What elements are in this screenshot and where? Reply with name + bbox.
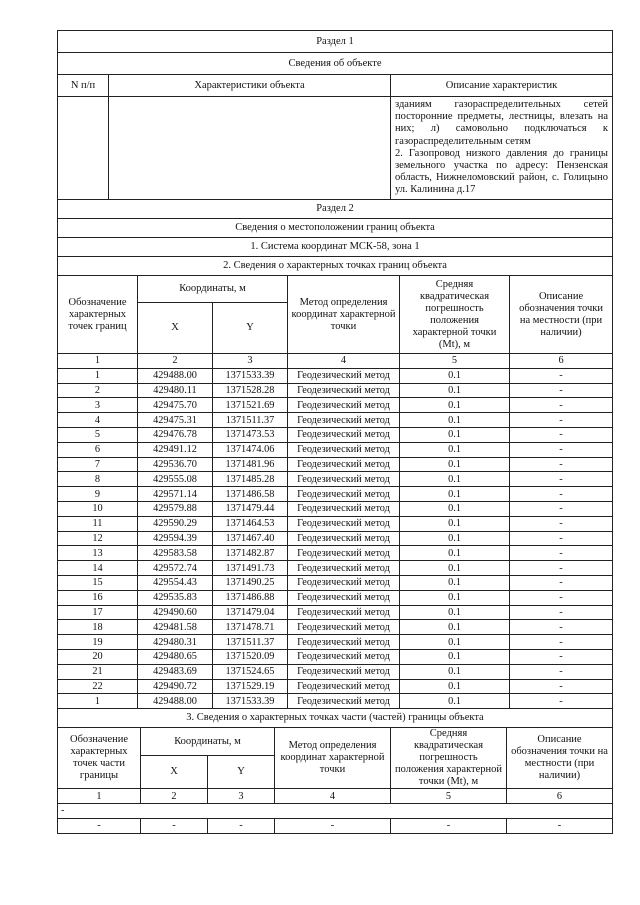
s3-empty-cell-3: - bbox=[208, 818, 275, 833]
description-text-1: зданиям газораспределительных сетей посторонние предметы, лестницы, влезать на них; л) самовольно подключаться к газораспределительным сетям bbox=[395, 99, 608, 147]
table-cell-4: Геодезический метод bbox=[288, 649, 400, 664]
table-cell-2: 429572.74 bbox=[138, 561, 213, 576]
points-title: 2. Сведения о характерных точках границ объекта bbox=[58, 257, 613, 276]
table-cell-5: 0.1 bbox=[400, 368, 510, 383]
table-cell-2: 429571.14 bbox=[138, 487, 213, 502]
table-cell-5: 0.1 bbox=[400, 442, 510, 457]
table-cell-6: - bbox=[510, 561, 613, 576]
table-row bbox=[58, 472, 613, 487]
table-cell-3: 1371511.37 bbox=[213, 635, 288, 650]
table-cell-2: 429483.69 bbox=[138, 664, 213, 679]
table-cell-4: Геодезический метод bbox=[288, 516, 400, 531]
s3-empty-cell-4: - bbox=[275, 818, 391, 833]
table-cell-2: 429476.78 bbox=[138, 427, 213, 442]
table-cell-6: - bbox=[510, 427, 613, 442]
table-cell-1: 16 bbox=[58, 590, 138, 605]
table-cell-1: 14 bbox=[58, 561, 138, 576]
column-number-2: 2 bbox=[138, 354, 213, 369]
table-row bbox=[58, 457, 613, 472]
s3-x-header: X bbox=[141, 756, 208, 789]
table-cell-5: 0.1 bbox=[400, 516, 510, 531]
table-row bbox=[58, 546, 613, 561]
table-row bbox=[58, 413, 613, 428]
table-cell-6: - bbox=[510, 664, 613, 679]
table-cell-6: - bbox=[510, 383, 613, 398]
section3-table bbox=[57, 708, 613, 834]
table-cell-6: - bbox=[510, 413, 613, 428]
table-cell-5: 0.1 bbox=[400, 561, 510, 576]
table-cell-3: 1371533.39 bbox=[213, 368, 288, 383]
column-number-5: 5 bbox=[400, 354, 510, 369]
table-cell-1: 5 bbox=[58, 427, 138, 442]
table-cell-3: 1371481.96 bbox=[213, 457, 288, 472]
description-cell bbox=[391, 97, 613, 200]
table-cell-3: 1371482.87 bbox=[213, 546, 288, 561]
table-cell-2: 429488.00 bbox=[138, 694, 213, 709]
table-row bbox=[58, 531, 613, 546]
table-cell-5: 0.1 bbox=[400, 383, 510, 398]
table-cell-6: - bbox=[510, 368, 613, 383]
table-cell-1: 4 bbox=[58, 413, 138, 428]
table-cell-6: - bbox=[510, 546, 613, 561]
table-cell-3: 1371486.58 bbox=[213, 487, 288, 502]
table-cell-6: - bbox=[510, 442, 613, 457]
table-cell-5: 0.1 bbox=[400, 427, 510, 442]
table-cell-4: Геодезический метод bbox=[288, 679, 400, 694]
table-cell-2: 429475.70 bbox=[138, 398, 213, 413]
table-cell-6: - bbox=[510, 516, 613, 531]
section3-title: 3. Сведения о характерных точках части (частей) границы объекта bbox=[58, 709, 613, 728]
table-cell-5: 0.1 bbox=[400, 501, 510, 516]
s3-empty-row bbox=[58, 818, 613, 833]
table-cell-6: - bbox=[510, 590, 613, 605]
table-cell-5: 0.1 bbox=[400, 575, 510, 590]
table-cell-6: - bbox=[510, 457, 613, 472]
table-cell-4: Геодезический метод bbox=[288, 427, 400, 442]
table-row bbox=[58, 694, 613, 709]
s3-column-number-5: 5 bbox=[391, 789, 507, 804]
table-cell-5: 0.1 bbox=[400, 664, 510, 679]
table-cell-3: 1371473.53 bbox=[213, 427, 288, 442]
table-cell-2: 429490.60 bbox=[138, 605, 213, 620]
table-row bbox=[58, 590, 613, 605]
s3-column-numbers-row bbox=[58, 789, 613, 804]
table-cell-3: 1371533.39 bbox=[213, 694, 288, 709]
table-cell-2: 429491.12 bbox=[138, 442, 213, 457]
table-cell-4: Геодезический метод bbox=[288, 620, 400, 635]
desc-char-cell bbox=[109, 97, 391, 200]
table-cell-2: 429480.65 bbox=[138, 649, 213, 664]
table-row bbox=[58, 649, 613, 664]
table-cell-4: Геодезический метод bbox=[288, 368, 400, 383]
table-cell-6: - bbox=[510, 694, 613, 709]
table-cell-2: 429480.11 bbox=[138, 383, 213, 398]
table-cell-3: 1371520.09 bbox=[213, 649, 288, 664]
s3-empty-cell-6: - bbox=[507, 818, 613, 833]
table-cell-1: 6 bbox=[58, 442, 138, 457]
table-row bbox=[58, 427, 613, 442]
table-cell-3: 1371511.37 bbox=[213, 413, 288, 428]
table-cell-1: 1 bbox=[58, 368, 138, 383]
table-cell-5: 0.1 bbox=[400, 472, 510, 487]
col-description-header: Описание характеристик bbox=[391, 75, 613, 97]
table-cell-6: - bbox=[510, 679, 613, 694]
table-cell-6: - bbox=[510, 620, 613, 635]
table-cell-4: Геодезический метод bbox=[288, 531, 400, 546]
points-table-body bbox=[58, 368, 613, 708]
table-cell-4: Геодезический метод bbox=[288, 546, 400, 561]
column-number-4: 4 bbox=[288, 354, 400, 369]
table-cell-3: 1371521.69 bbox=[213, 398, 288, 413]
table-cell-1: 12 bbox=[58, 531, 138, 546]
table-row bbox=[58, 398, 613, 413]
table-row bbox=[58, 679, 613, 694]
table-row bbox=[58, 442, 613, 457]
table-cell-1: 20 bbox=[58, 649, 138, 664]
table-cell-4: Геодезический метод bbox=[288, 487, 400, 502]
table-cell-2: 429554.43 bbox=[138, 575, 213, 590]
table-cell-5: 0.1 bbox=[400, 590, 510, 605]
table-cell-3: 1371464.53 bbox=[213, 516, 288, 531]
column-number-6: 6 bbox=[510, 354, 613, 369]
table-row bbox=[58, 605, 613, 620]
table-row bbox=[58, 620, 613, 635]
table-cell-1: 22 bbox=[58, 679, 138, 694]
table-cell-3: 1371474.06 bbox=[213, 442, 288, 457]
table-cell-5: 0.1 bbox=[400, 531, 510, 546]
table-cell-6: - bbox=[510, 649, 613, 664]
table-cell-1: 1 bbox=[58, 694, 138, 709]
column-number-3: 3 bbox=[213, 354, 288, 369]
table-cell-4: Геодезический метод bbox=[288, 501, 400, 516]
table-cell-5: 0.1 bbox=[400, 546, 510, 561]
table-cell-5: 0.1 bbox=[400, 398, 510, 413]
col-characteristics-header: Характеристики объекта bbox=[109, 75, 391, 97]
table-cell-2: 429488.00 bbox=[138, 368, 213, 383]
table-cell-2: 429579.88 bbox=[138, 501, 213, 516]
table-cell-4: Геодезический метод bbox=[288, 442, 400, 457]
table-row bbox=[58, 516, 613, 531]
table-cell-1: 18 bbox=[58, 620, 138, 635]
location-header: Описание обозначения точки на местности (при наличии) bbox=[510, 276, 613, 354]
table-cell-4: Геодезический метод bbox=[288, 383, 400, 398]
table-cell-3: 1371486.88 bbox=[213, 590, 288, 605]
table-cell-2: 429590.29 bbox=[138, 516, 213, 531]
s3-empty-cell-5: - bbox=[391, 818, 507, 833]
s3-column-number-2: 2 bbox=[141, 789, 208, 804]
table-cell-1: 15 bbox=[58, 575, 138, 590]
s3-empty-cell-2: - bbox=[141, 818, 208, 833]
table-cell-4: Геодезический метод bbox=[288, 605, 400, 620]
table-cell-4: Геодезический метод bbox=[288, 575, 400, 590]
table-cell-3: 1371478.71 bbox=[213, 620, 288, 635]
s3-column-number-6: 6 bbox=[507, 789, 613, 804]
table-cell-5: 0.1 bbox=[400, 649, 510, 664]
table-cell-5: 0.1 bbox=[400, 635, 510, 650]
desc-num-cell bbox=[58, 97, 109, 200]
table-cell-1: 8 bbox=[58, 472, 138, 487]
table-cell-1: 11 bbox=[58, 516, 138, 531]
table-cell-6: - bbox=[510, 575, 613, 590]
table-cell-3: 1371479.04 bbox=[213, 605, 288, 620]
table-cell-2: 429480.31 bbox=[138, 635, 213, 650]
table-cell-4: Геодезический метод bbox=[288, 664, 400, 679]
col-num-header: N п/п bbox=[58, 75, 109, 97]
table-row bbox=[58, 383, 613, 398]
table-cell-2: 429583.58 bbox=[138, 546, 213, 561]
coord-system: 1. Система координат МСК-58, зона 1 bbox=[58, 238, 613, 257]
column-number-1: 1 bbox=[58, 354, 138, 369]
method-header: Метод определения координат характерной точки bbox=[288, 276, 400, 354]
section2-title: Раздел 2 bbox=[58, 200, 613, 219]
s3-error-header: Средняя квадратическая погрешность положения характерной точки (Mt), м bbox=[391, 728, 507, 789]
table-cell-1: 3 bbox=[58, 398, 138, 413]
table-cell-1: 10 bbox=[58, 501, 138, 516]
table-row bbox=[58, 561, 613, 576]
table-cell-1: 17 bbox=[58, 605, 138, 620]
s3-column-number-3: 3 bbox=[208, 789, 275, 804]
table-cell-4: Геодезический метод bbox=[288, 413, 400, 428]
section2-subtitle: Сведения о местоположении границ объекта bbox=[58, 219, 613, 238]
x-header: X bbox=[138, 303, 213, 354]
table-cell-4: Геодезический метод bbox=[288, 472, 400, 487]
table-cell-4: Геодезический метод bbox=[288, 561, 400, 576]
table-cell-1: 13 bbox=[58, 546, 138, 561]
table-cell-5: 0.1 bbox=[400, 620, 510, 635]
s3-location-header: Описание обозначения точки на местности (при наличии) bbox=[507, 728, 613, 789]
table-cell-4: Геодезический метод bbox=[288, 590, 400, 605]
table-cell-2: 429481.58 bbox=[138, 620, 213, 635]
designation-header: Обозначение характерных точек границ bbox=[58, 276, 138, 354]
s3-empty-cell-1: - bbox=[58, 818, 141, 833]
table-cell-4: Геодезический метод bbox=[288, 457, 400, 472]
document-page bbox=[57, 30, 612, 834]
table-cell-6: - bbox=[510, 531, 613, 546]
s3-column-number-1: 1 bbox=[58, 789, 141, 804]
s3-mark-row: - bbox=[58, 803, 613, 818]
coords-header: Координаты, м bbox=[138, 276, 288, 303]
table-row bbox=[58, 575, 613, 590]
table-cell-3: 1371491.73 bbox=[213, 561, 288, 576]
table-cell-6: - bbox=[510, 472, 613, 487]
table-cell-4: Геодезический метод bbox=[288, 398, 400, 413]
section2-table bbox=[57, 199, 613, 709]
table-cell-6: - bbox=[510, 501, 613, 516]
table-cell-1: 7 bbox=[58, 457, 138, 472]
table-cell-1: 19 bbox=[58, 635, 138, 650]
table-cell-1: 21 bbox=[58, 664, 138, 679]
table-cell-3: 1371524.65 bbox=[213, 664, 288, 679]
table-cell-3: 1371490.25 bbox=[213, 575, 288, 590]
s3-method-header: Метод определения координат характерной точки bbox=[275, 728, 391, 789]
column-numbers-row bbox=[58, 354, 613, 369]
table-row bbox=[58, 501, 613, 516]
table-cell-2: 429490.72 bbox=[138, 679, 213, 694]
table-cell-2: 429594.39 bbox=[138, 531, 213, 546]
table-cell-1: 2 bbox=[58, 383, 138, 398]
table-cell-6: - bbox=[510, 605, 613, 620]
section1-subtitle: Сведения об объекте bbox=[58, 53, 613, 75]
s3-column-number-4: 4 bbox=[275, 789, 391, 804]
table-row bbox=[58, 635, 613, 650]
s3-coords-header: Координаты, м bbox=[141, 728, 275, 756]
table-cell-3: 1371467.40 bbox=[213, 531, 288, 546]
table-cell-3: 1371529.19 bbox=[213, 679, 288, 694]
section1-title: Раздел 1 bbox=[58, 31, 613, 53]
table-row bbox=[58, 487, 613, 502]
s3-designation-header: Обозначение характерных точек части границы bbox=[58, 728, 141, 789]
table-cell-2: 429536.70 bbox=[138, 457, 213, 472]
table-cell-3: 1371479.44 bbox=[213, 501, 288, 516]
s3-y-header: Y bbox=[208, 756, 275, 789]
table-row bbox=[58, 664, 613, 679]
table-cell-4: Геодезический метод bbox=[288, 694, 400, 709]
table-cell-4: Геодезический метод bbox=[288, 635, 400, 650]
table-cell-5: 0.1 bbox=[400, 694, 510, 709]
table-cell-5: 0.1 bbox=[400, 679, 510, 694]
table-cell-6: - bbox=[510, 398, 613, 413]
table-cell-2: 429535.83 bbox=[138, 590, 213, 605]
table-cell-5: 0.1 bbox=[400, 605, 510, 620]
table-cell-3: 1371528.28 bbox=[213, 383, 288, 398]
error-header: Средняя квадратическая погрешность положения характерной точки (Mt), м bbox=[400, 276, 510, 354]
table-row bbox=[58, 368, 613, 383]
y-header: Y bbox=[213, 303, 288, 354]
description-text-2: 2. Газопровод низкого давления до границы земельного участка по адресу: Пензенская область, Нижнеломовский район, с. Голицыно ул. Калинина д.17 bbox=[395, 147, 608, 196]
table-cell-1: 9 bbox=[58, 487, 138, 502]
table-cell-5: 0.1 bbox=[400, 413, 510, 428]
table-cell-5: 0.1 bbox=[400, 457, 510, 472]
section1-table bbox=[57, 30, 613, 200]
table-cell-2: 429555.08 bbox=[138, 472, 213, 487]
table-cell-5: 0.1 bbox=[400, 487, 510, 502]
table-cell-2: 429475.31 bbox=[138, 413, 213, 428]
table-cell-6: - bbox=[510, 635, 613, 650]
table-cell-6: - bbox=[510, 487, 613, 502]
table-cell-3: 1371485.28 bbox=[213, 472, 288, 487]
